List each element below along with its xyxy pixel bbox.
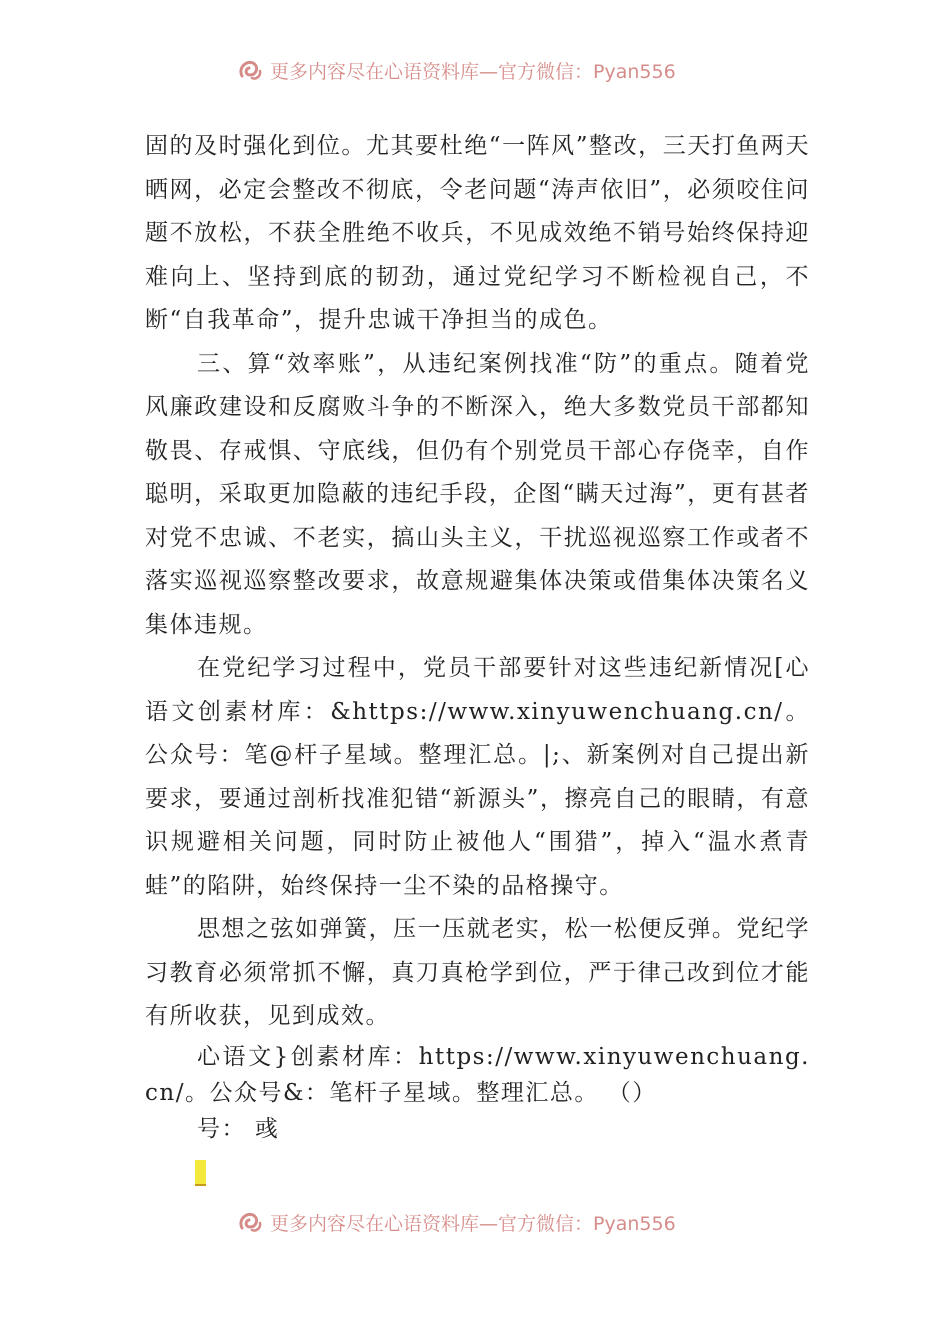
paragraph-conclusion: 思想之弦如弹簧，压一压就老实，松一松便反弹。党纪学习教育必须常抓不懈，真刀真枪学到位，严于律己改到位才能有所收获，见到成效。	[145, 916, 810, 1029]
footer-watermark	[236, 1207, 736, 1237]
document-body	[145, 125, 810, 1147]
paragraph-study-process: 在党纪学习过程中，党员干部要针对这些违纪新情况[心语文创素材库：&https://www.xinyuwenchuang.cn/。公众号：笔@杆子星域。整理汇总。|;、新案例对自己提出新要求，要通过剖析找准犯错“新源头”，擦亮自己的眼睛，有意识规避相关问题，同时防止被他人“围猎”，掉入“温水煮青蛙”的陷阱，始终保持一尘不染的品格操守。	[145, 655, 810, 899]
brand-swirl-logo-icon	[236, 1208, 264, 1236]
paragraph-source-note: 心语文}创素材库：https://www.xinyuwenchuang.cn/。公众号&：笔杆子星域。整理汇总。 （）	[145, 1043, 810, 1106]
watermark-text: 更多内容尽在心语资料库—官方微信：Pyan556	[270, 1212, 676, 1235]
short-trailing-line: 号： 彧	[197, 1115, 280, 1142]
brand-swirl-logo-icon	[236, 56, 264, 84]
highlight-cursor-mark	[195, 1160, 206, 1186]
header-watermark	[236, 55, 736, 85]
paragraph-continuation: 固的及时强化到位。尤其要杜绝“一阵风”整改，三天打鱼两天晒网，必定会整改不彻底，令老问题“涛声依旧”，必须咬住问题不放松，不获全胜绝不收兵，不见成效绝不销号始终保持迎难向上、坚持到底的韧劲，通过党纪学习不断检视自己，不断“自我革命”，提升忠诚干净担当的成色。	[145, 133, 810, 333]
watermark-text: 更多内容尽在心语资料库—官方微信：Pyan556	[270, 60, 676, 83]
paragraph-section-three: 三、算“效率账”，从违纪案例找准“防”的重点。随着党风廉政建设和反腐败斗争的不断深入，绝大多数党员干部都知敬畏、存戒惧、守底线，但仍有个别党员干部心存侥幸，自作聪明，采取更加隐蔽的违纪手段，企图“瞒天过海”，更有甚者对党不忠诚、不老实，搞山头主义，干扰巡视巡察工作或者不落实巡视巡察整改要求，故意规避集体决策或借集体决策名义集体违规。	[145, 350, 810, 638]
